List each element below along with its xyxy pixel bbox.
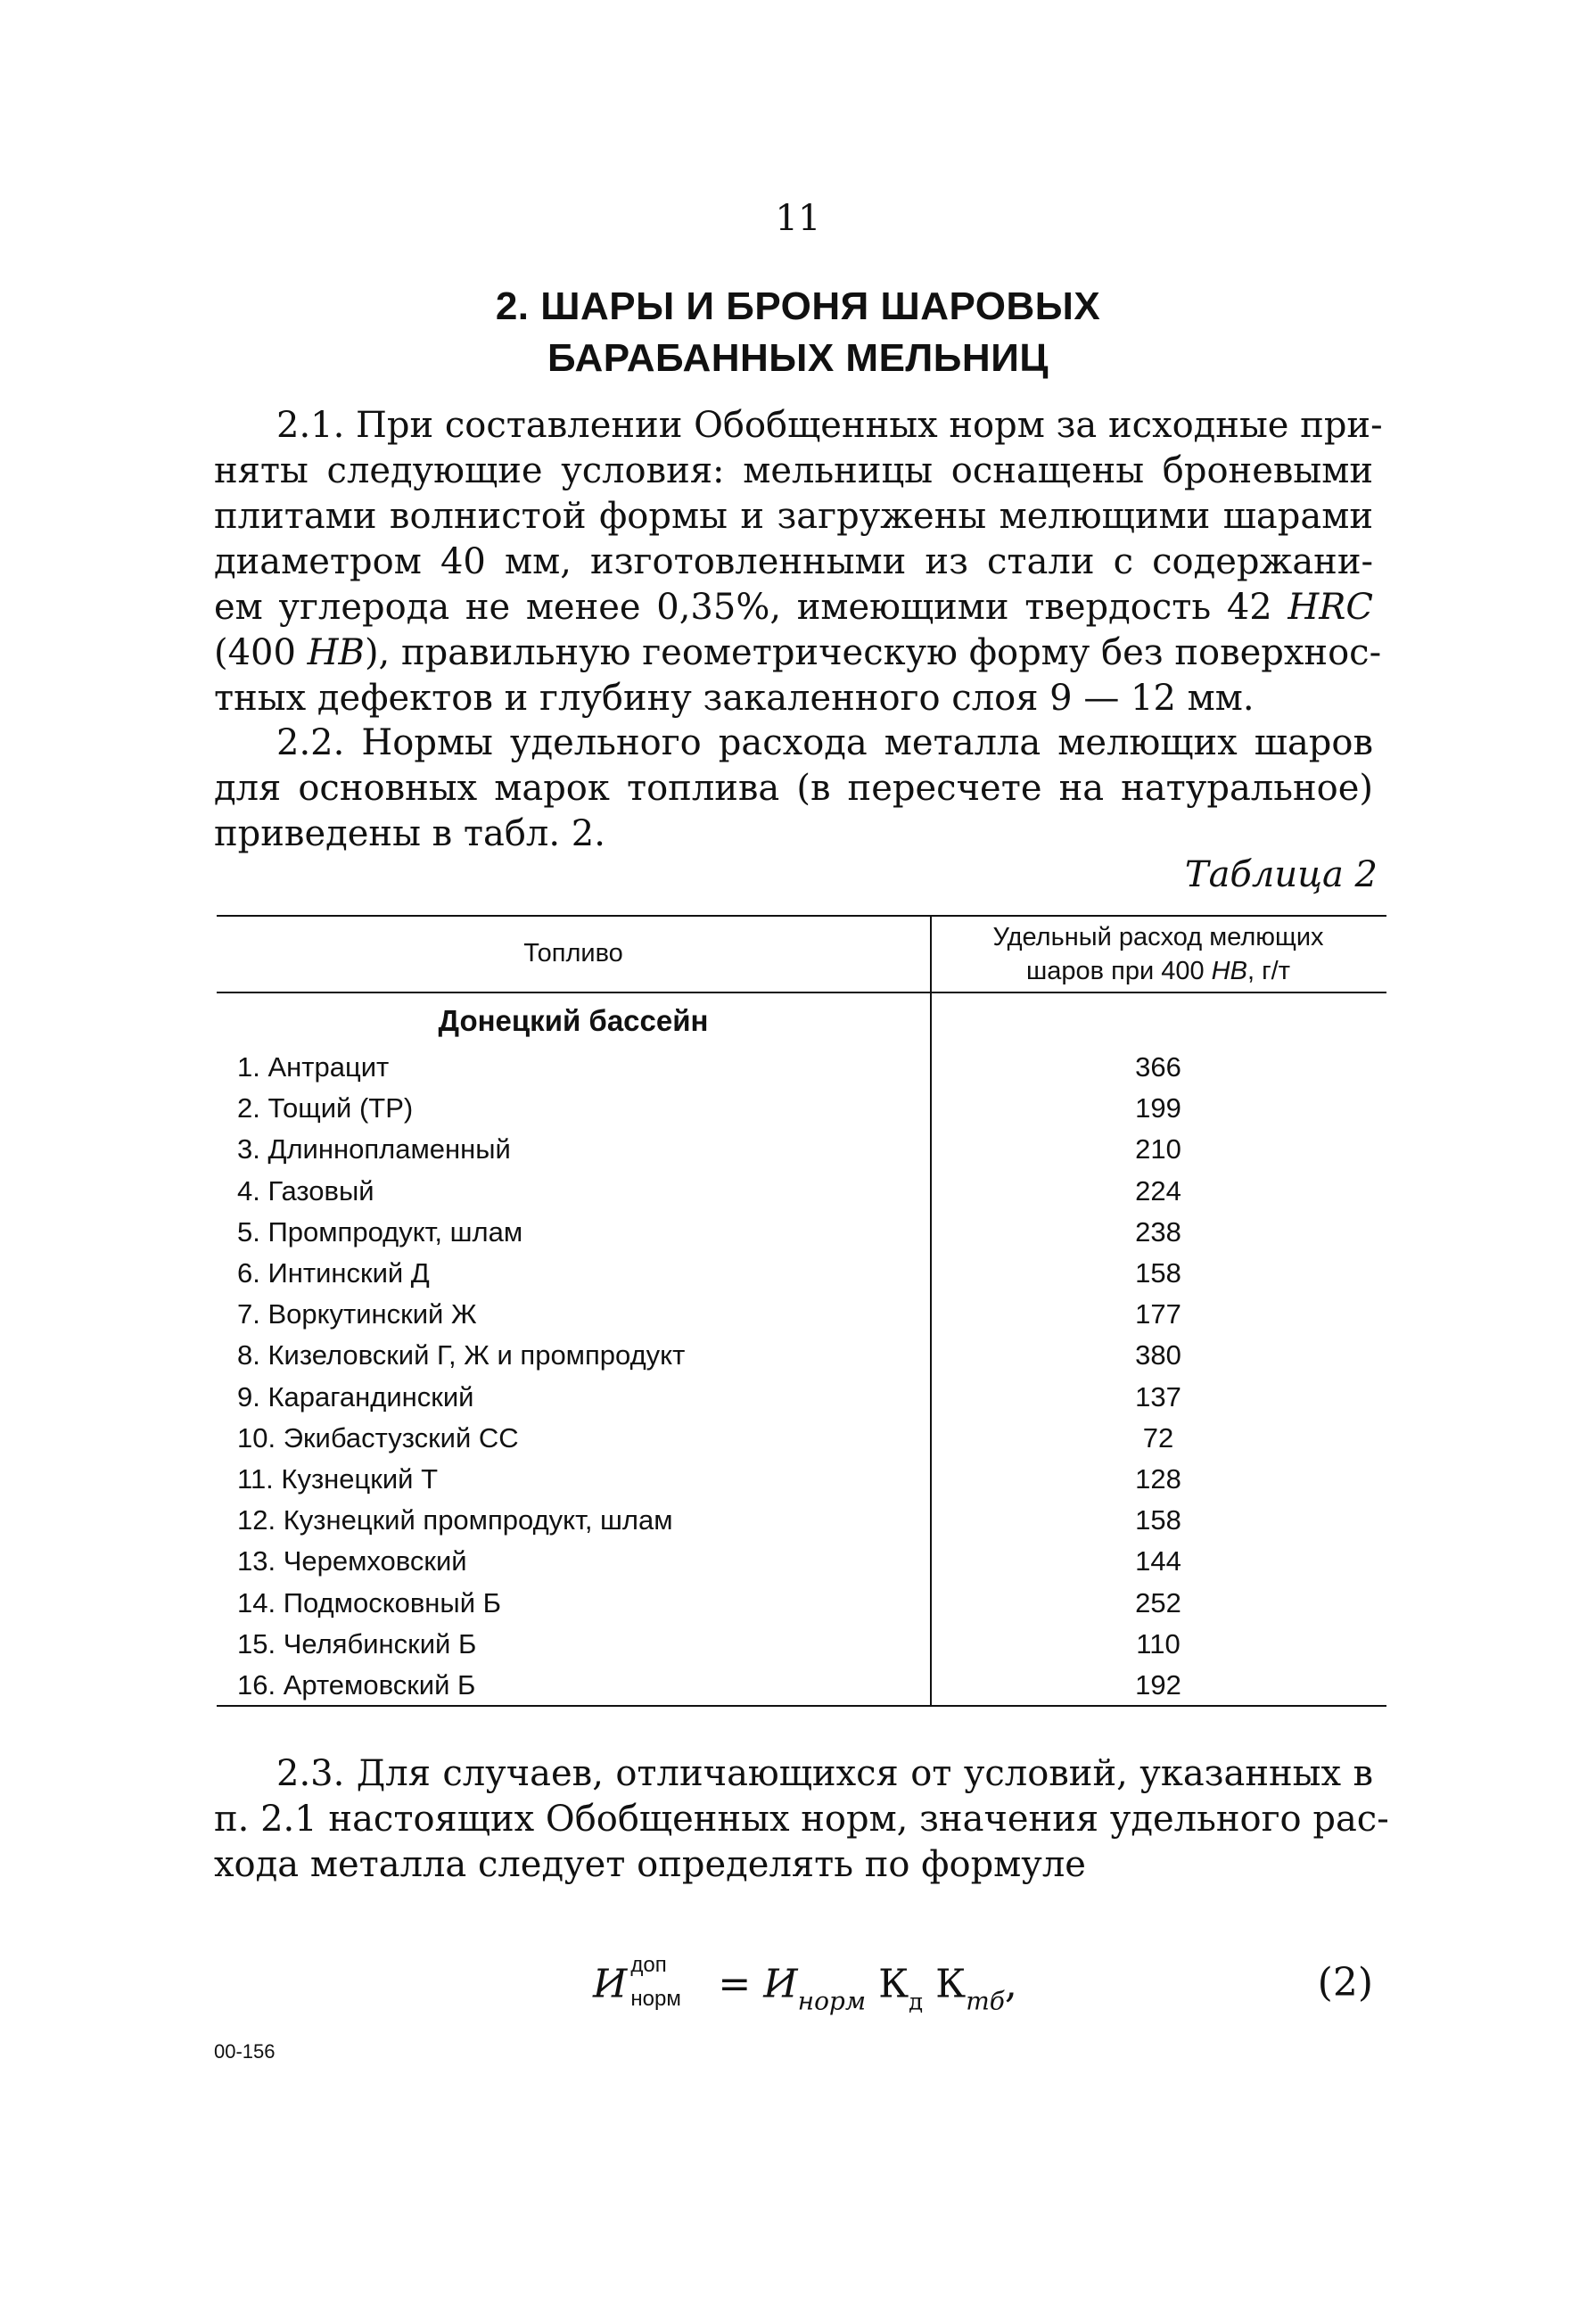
formula-number: (2) (1317, 1960, 1373, 2005)
paragraph-2-1 (214, 403, 1383, 721)
table-cell-consumption: 144 (1135, 1545, 1181, 1577)
footer-code: 00-156 (214, 2040, 276, 2063)
fuel-consumption-table (217, 915, 1386, 1707)
table-cell-fuel: 9. Карагандинский (237, 1380, 474, 1412)
table-row (217, 1171, 1386, 1212)
table-row (217, 1294, 1386, 1335)
table-cell-fuel: 12. Кузнецкий промпродукт, шлам (237, 1504, 673, 1536)
paragraph-line: плитами волнистой формы и загружены мелющими шарами (214, 496, 1373, 537)
formula-rhs-main-sub: норм (797, 1986, 867, 2016)
table-row (217, 1129, 1386, 1170)
table-row (217, 1583, 1386, 1624)
table-cell-consumption: 158 (1135, 1257, 1181, 1289)
table-cell-fuel: 1. Антрацит (237, 1051, 390, 1083)
paragraph-line: (400 HB), правильную геометрическую форму без поверхнос- (214, 632, 1382, 673)
table-cell-fuel: 2. Тощий (ТР) (237, 1092, 414, 1124)
paragraph-2-2 (214, 721, 1373, 857)
paragraph-line: няты следующие условия: мельницы оснащены броневыми (214, 450, 1373, 491)
table-cell-fuel: 8. Кизеловский Г, Ж и промпродукт (237, 1339, 686, 1371)
table-header-consumption-line-1: Удельный расход мелющих (992, 923, 1324, 951)
table-cell-fuel: 15. Челябинский Б (237, 1627, 477, 1659)
section-heading-line-2: БАРАБАННЫХ МЕЛЬНИЦ (547, 336, 1049, 380)
table-row (217, 1088, 1386, 1129)
formula-2 (0, 1953, 1596, 2022)
table-row (217, 1665, 1386, 1706)
table-cell-fuel: 16. Артемовский Б (237, 1669, 476, 1701)
table-cell-consumption: 238 (1135, 1215, 1181, 1248)
formula-k2: К (935, 1961, 967, 2007)
paragraph-line: 2.2. Нормы удельного расхода металла мелющих шаров (276, 722, 1373, 763)
table-cell-consumption: 158 (1135, 1504, 1181, 1536)
table-row (217, 1253, 1386, 1294)
table-row (217, 1624, 1386, 1665)
table-header-consumption (930, 920, 1386, 988)
formula-trail: , (1004, 1961, 1017, 2007)
formula-lhs-sub: норм (630, 1987, 681, 2011)
table-cell-fuel: 5. Промпродукт, шлам (237, 1215, 523, 1248)
paragraph-line: п. 2.1 настоящих Обобщенных норм, значения удельного рас- (214, 1799, 1389, 1840)
formula-lhs: И (593, 1961, 628, 2007)
table-top-rule (217, 915, 1386, 917)
formula-equals: = (718, 1961, 752, 2007)
table-header-rule (217, 992, 1386, 993)
table-cell-consumption: 192 (1135, 1669, 1181, 1701)
table-row (217, 1377, 1386, 1418)
table-row (217, 1500, 1386, 1541)
table-cell-fuel: 3. Длиннопламенный (237, 1133, 511, 1165)
table-cell-consumption: 72 (1142, 1421, 1174, 1454)
table-row (217, 1418, 1386, 1459)
formula-k1-sub: д (909, 1989, 924, 2016)
paragraph-line: для основных марок топлива (в пересчете на натуральное) (214, 768, 1373, 809)
table-cell-fuel: 11. Кузнецкий Т (237, 1463, 439, 1495)
paragraph-line: хода металла следует определять по формуле (214, 1844, 1086, 1885)
table-row (217, 1459, 1386, 1500)
table-cell-consumption: 224 (1135, 1174, 1181, 1207)
table-cell-fuel: 13. Черемховский (237, 1545, 467, 1577)
paragraph-line: 2.1. При составлении Обобщенных норм за исходные при- (276, 405, 1383, 446)
table-cell-fuel: 10. Экибастузский СС (237, 1421, 519, 1454)
table-cell-fuel: 14. Подмосковный Б (237, 1586, 501, 1618)
formula-lhs-indices (627, 1953, 705, 2014)
table-cell-consumption: 128 (1135, 1463, 1181, 1495)
formula-k2-sub: тб (966, 1986, 1005, 2016)
section-heading (0, 281, 1596, 384)
table-row (217, 1047, 1386, 1088)
table-row (217, 1335, 1386, 1376)
table-header-consumption-line-2: шаров при 400 HB, г/т (1026, 957, 1290, 985)
formula-lhs-sup: доп (630, 1953, 667, 1977)
table-row (217, 1541, 1386, 1582)
table-cell-consumption: 110 (1136, 1627, 1181, 1659)
page-number: 11 (775, 198, 821, 239)
table-cell-fuel: 7. Воркутинский Ж (237, 1298, 477, 1330)
table-header-fuel: Топливо (523, 939, 623, 968)
table-cell-consumption: 252 (1135, 1586, 1181, 1618)
paragraph-line: тных дефектов и глубину закаленного слоя 9 — 12 мм. (214, 678, 1255, 719)
paragraph-line: 2.3. Для случаев, отличающихся от условий, указанных в (276, 1753, 1373, 1794)
table-cell-consumption: 366 (1135, 1051, 1181, 1083)
formula-k1: К (878, 1961, 909, 2007)
table-cell-consumption: 137 (1135, 1380, 1181, 1412)
paragraph-line: ем углерода не менее 0,35%, имеющими твердость 42 HRC (214, 587, 1373, 628)
table-cell-fuel: 6. Интинский Д (237, 1257, 430, 1289)
table-cell-consumption: 199 (1135, 1092, 1181, 1124)
table-row (217, 1212, 1386, 1253)
paragraph-line: приведены в табл. 2. (214, 813, 605, 854)
table-cell-consumption: 177 (1135, 1298, 1181, 1330)
table-caption: Таблица 2 (1184, 854, 1378, 895)
paragraph-line: диаметром 40 мм, изготовленными из стали с содержани- (214, 541, 1373, 582)
table-cell-fuel: 4. Газовый (237, 1174, 374, 1207)
section-heading-line-1: 2. ШАРЫ И БРОНЯ ШАРОВЫХ (495, 284, 1101, 328)
formula-expression (593, 1953, 1017, 2016)
table-cell-consumption: 210 (1135, 1133, 1181, 1165)
table-group-title: Донецкий бассейн (438, 1004, 709, 1037)
formula-rhs-main: И (763, 1961, 798, 2007)
paragraph-2-3 (214, 1751, 1389, 1888)
table-cell-consumption: 380 (1135, 1339, 1181, 1371)
